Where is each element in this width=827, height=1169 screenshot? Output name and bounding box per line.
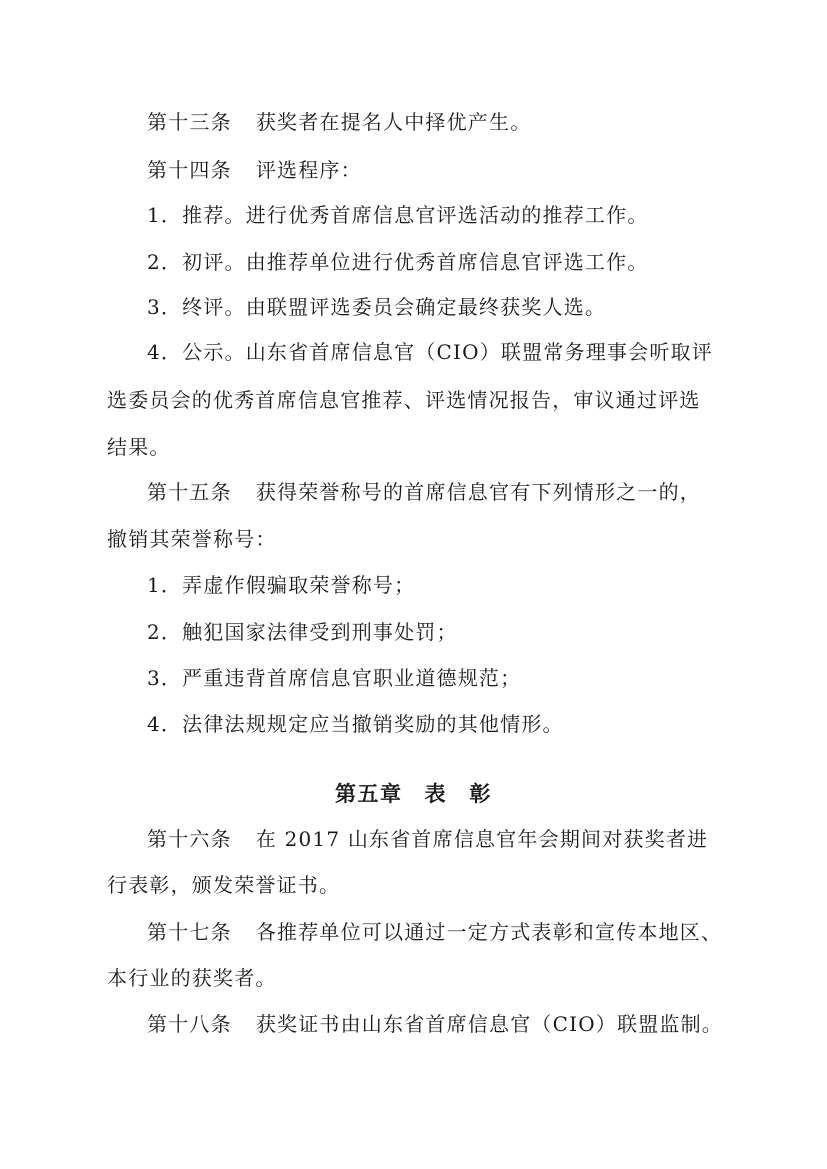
procedure-item-4-line-3: 结果。 <box>107 435 171 459</box>
article-15-continuation: 撤销其荣誉称号： <box>107 527 277 551</box>
article-16-continuation: 行表彰，颁发荣誉证书。 <box>107 873 341 897</box>
article-number: 第十五条 <box>147 480 232 504</box>
article-16 <box>0 825 827 853</box>
chapter-number: 第五章 <box>335 782 403 806</box>
article-17 <box>0 918 827 946</box>
article-17-continuation: 本行业的获奖者。 <box>107 966 277 990</box>
chapter-heading <box>0 780 827 808</box>
procedure-item-4-line-2: 选委员会的优秀首席信息官推荐、评选情况报告，审议通过评选 <box>107 388 701 412</box>
article-text: 评选程序： <box>255 158 362 182</box>
article-18 <box>0 1010 827 1038</box>
chapter-title: 表 彰 <box>424 782 492 806</box>
revocation-item-4: 4．法律法规规定应当撤销奖励的其他情形。 <box>147 712 564 736</box>
procedure-item-3: 3．终评。由联盟评选委员会确定最终获奖人选。 <box>147 295 607 319</box>
article-number: 第十八条 <box>147 1012 232 1036</box>
procedure-item-1: 1．推荐。进行优秀首席信息官评选活动的推荐工作。 <box>147 203 649 227</box>
revocation-item-1: 1．弄虚作假骗取荣誉称号； <box>147 573 416 597</box>
article-number: 第十六条 <box>147 827 232 851</box>
article-15 <box>0 478 827 506</box>
article-number: 第十三条 <box>147 110 232 134</box>
article-text: 各推荐单位可以通过一定方式表彰和宣传本地区、 <box>255 920 723 944</box>
article-13 <box>0 108 827 136</box>
procedure-item-4-line-1: 4．公示。山东省首席信息官（CIO）联盟常务理事会听取评 <box>147 340 713 364</box>
revocation-item-2: 2．触犯国家法律受到刑事处罚； <box>147 620 458 644</box>
article-number: 第十七条 <box>147 920 232 944</box>
article-text: 获奖证书由山东省首席信息官（CIO）联盟监制。 <box>255 1012 724 1036</box>
article-number: 第十四条 <box>147 158 232 182</box>
article-text: 在 2017 山东省首席信息官年会期间对获奖者进 <box>255 827 709 851</box>
article-text: 获奖者在提名人中择优产生。 <box>255 110 532 134</box>
revocation-item-3: 3．严重违背首席信息官职业道德规范； <box>147 666 522 690</box>
procedure-item-2: 2．初评。由推荐单位进行优秀首席信息官评选工作。 <box>147 250 649 274</box>
article-text: 获得荣誉称号的首席信息官有下列情形之一的， <box>255 480 702 504</box>
article-14 <box>0 156 827 184</box>
